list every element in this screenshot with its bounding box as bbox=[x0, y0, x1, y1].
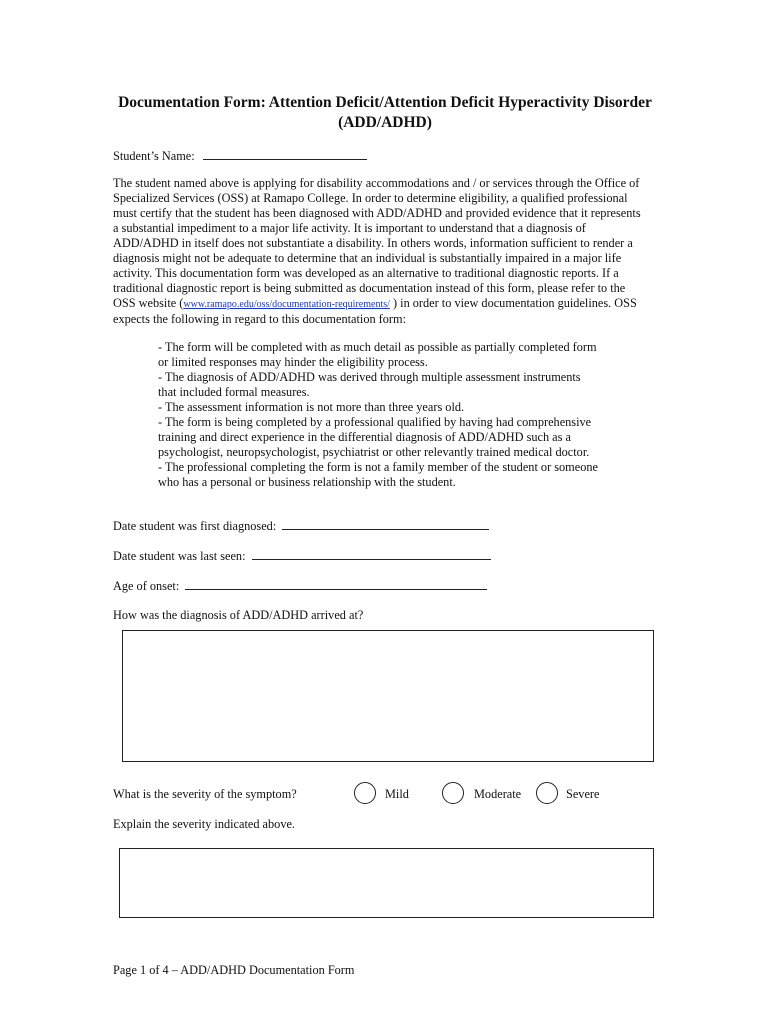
website-line bbox=[113, 296, 658, 312]
form-title-line2: (ADD/ADHD) bbox=[338, 114, 432, 131]
website-suffix: ) in order to view documentation guidelines. OSS bbox=[389, 296, 637, 310]
intro-line: a substantial impediment to a major life activity. It is important to understand that a diagnosis of bbox=[113, 221, 586, 235]
list-item: - The assessment information is not more than three years old. bbox=[158, 400, 465, 414]
diagnosis-textbox[interactable] bbox=[122, 630, 654, 762]
list-item: - The professional completing the form is not a family member of the student or someone bbox=[158, 460, 598, 474]
list-item: who has a personal or business relationship with the student. bbox=[158, 475, 456, 489]
age-of-onset-label: Age of onset: bbox=[113, 579, 180, 593]
student-name-label: Student’s Name: bbox=[113, 149, 195, 163]
option-label-mild: Mild bbox=[385, 787, 409, 801]
radio-moderate[interactable] bbox=[442, 782, 464, 804]
last-seen-field[interactable] bbox=[252, 548, 491, 560]
list-item: that included formal measures. bbox=[158, 385, 310, 399]
website-prefix: OSS website ( bbox=[113, 296, 184, 310]
list-item: or limited responses may hinder the eligibility process. bbox=[158, 355, 428, 369]
first-diagnosed-field[interactable] bbox=[282, 518, 489, 530]
form-title-line1: Documentation Form: Attention Deficit/Attention Deficit Hyperactivity Disorder bbox=[118, 94, 652, 111]
list-item: - The form will be completed with as much detail as possible as partially completed form bbox=[158, 340, 597, 354]
list-item: psychologist, neuropsychologist, psychiatrist or other relevantly trained medical doctor. bbox=[158, 445, 590, 459]
severity-question: What is the severity of the symptom? bbox=[113, 787, 297, 801]
diagnosis-question: How was the diagnosis of ADD/ADHD arrived at? bbox=[113, 608, 364, 622]
intro-line: must certify that the student has been diagnosed with ADD/ADHD and provided evidence that it represents bbox=[113, 206, 641, 220]
intro-last-line: expects the following in regard to this documentation form: bbox=[113, 312, 407, 326]
intro-paragraph bbox=[113, 176, 658, 327]
age-of-onset-row bbox=[113, 578, 487, 594]
intro-line: diagnosis might not be adequate to determine that an individual is substantially impaired in a major life bbox=[113, 251, 622, 265]
option-label-severe: Severe bbox=[566, 787, 600, 801]
page-footer: Page 1 of 4 – ADD/ADHD Documentation Form bbox=[113, 963, 355, 977]
option-label-moderate: Moderate bbox=[474, 787, 522, 801]
explain-textbox[interactable] bbox=[119, 848, 654, 918]
last-seen-label: Date student was last seen: bbox=[113, 549, 246, 563]
radio-severe[interactable] bbox=[536, 782, 558, 804]
student-name-row bbox=[113, 148, 367, 164]
expectations-list bbox=[158, 340, 658, 490]
intro-line: activity. This documentation form was developed as an alternative to traditional diagnostic reports. If a bbox=[113, 266, 619, 280]
radio-mild[interactable] bbox=[354, 782, 376, 804]
age-of-onset-field[interactable] bbox=[185, 578, 487, 590]
intro-line: The student named above is applying for disability accommodations and / or services through the Office of bbox=[113, 176, 640, 190]
oss-website-link[interactable]: www.ramapo.edu/oss/documentation-requirements/ bbox=[183, 299, 390, 310]
intro-line: Specialized Services (OSS) at Ramapo College. In order to determine eligibility, a qualified professional bbox=[113, 191, 628, 205]
first-diagnosed-row bbox=[113, 518, 489, 534]
intro-line: ADD/ADHD in itself does not substantiate a disability. In others words, information sufficient to render a bbox=[113, 236, 633, 250]
list-item: - The form is being completed by a professional qualified by having had comprehensive bbox=[158, 415, 592, 429]
student-name-field[interactable] bbox=[203, 148, 367, 160]
explain-label: Explain the severity indicated above. bbox=[113, 817, 295, 831]
list-item: - The diagnosis of ADD/ADHD was derived through multiple assessment instruments bbox=[158, 370, 581, 384]
form-title bbox=[100, 93, 670, 133]
last-seen-row bbox=[113, 548, 491, 564]
list-item: training and direct experience in the differential diagnosis of ADD/ADHD such as a bbox=[158, 430, 571, 444]
first-diagnosed-label: Date student was first diagnosed: bbox=[113, 519, 277, 533]
intro-line: traditional diagnostic report is being submitted as documentation instead of this form, please refer to the bbox=[113, 281, 626, 295]
